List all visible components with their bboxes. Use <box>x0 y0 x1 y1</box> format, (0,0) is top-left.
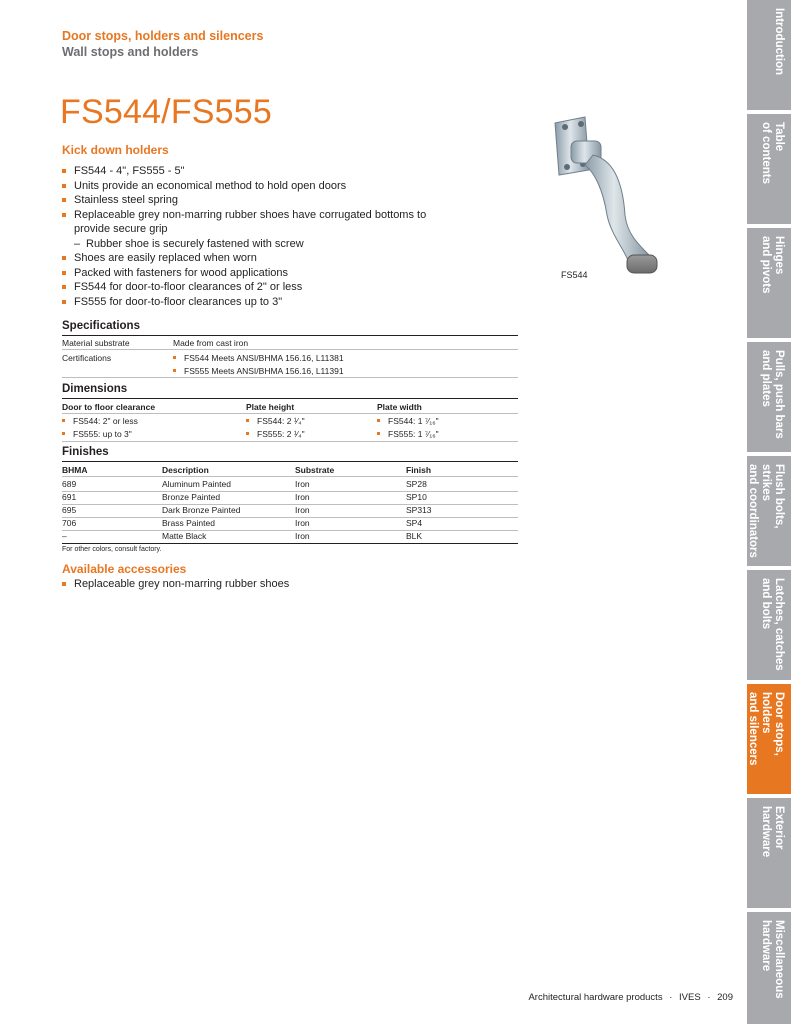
finishes-heading: Finishes <box>62 446 109 458</box>
bullet-icon <box>377 432 380 435</box>
divider <box>62 349 518 350</box>
side-tab-label: Introduction <box>773 8 785 76</box>
divider <box>62 461 518 462</box>
dim-col-plate-width: Plate width <box>377 402 422 412</box>
dim-col-plate-height: Plate height <box>246 402 295 412</box>
bullet-icon <box>62 213 66 217</box>
side-tab-flush-bolts[interactable] <box>747 456 791 570</box>
side-tab-label: Latches, catches and bolts <box>760 578 785 671</box>
bullet-icon <box>62 184 66 188</box>
spec-value-material: Made from cast iron <box>173 338 249 348</box>
dim-col-clearance: Door to floor clearance <box>62 402 156 412</box>
divider <box>62 543 518 544</box>
bullet-icon <box>62 256 66 260</box>
side-tab-door-stops[interactable] <box>747 684 791 798</box>
list-item: Replaceable grey non-marring rubber shoes have corrugated bottoms to provide secure grip <box>62 208 454 237</box>
product-subtitle: Kick down holders <box>62 143 169 157</box>
breadcrumb-category: Door stops, holders and silencers <box>62 29 264 43</box>
side-tab-label: Door stops, holders and silencers <box>747 692 785 766</box>
table-row: 691 Bronze Painted Iron SP10 <box>62 492 427 502</box>
bullet-icon <box>62 582 66 586</box>
list-item: Replaceable grey non-marring rubber shoes <box>62 577 462 592</box>
page-number: 209 <box>717 992 733 1003</box>
divider <box>62 476 518 477</box>
bullet-icon <box>62 419 65 422</box>
table-row: 689 Aluminum Painted Iron SP28 <box>62 479 427 489</box>
image-caption: FS544 <box>561 270 588 280</box>
divider <box>62 413 518 414</box>
divider <box>62 517 518 518</box>
side-tab-latches[interactable] <box>747 570 791 684</box>
list-subitem: – Rubber shoe is securely fastened with screw <box>74 237 304 250</box>
side-tab-label: Table of contents <box>760 122 785 184</box>
list-item: FS555 for door-to-floor clearances up to 3" <box>62 295 462 310</box>
list-item: Shoes are easily replaced when worn <box>62 251 462 266</box>
side-tab-label: Pulls, push bars and plates <box>760 350 785 439</box>
footer-separator: · <box>669 992 673 1003</box>
footer-text: Architectural hardware products <box>528 992 663 1003</box>
list-item: Packed with fasteners for wood applications <box>62 266 462 281</box>
product-image-kickdown-holder <box>545 115 665 280</box>
page-title: FS544/FS555 <box>60 93 272 131</box>
divider <box>62 335 518 336</box>
table-row: – Matte Black Iron BLK <box>62 531 423 541</box>
spec-value-cert-1: FS544 Meets ANSI/BHMA 156.16, L11381 <box>173 353 344 363</box>
accessories-heading: Available accessories <box>62 562 187 576</box>
dim-cell: FS555: up to 3" <box>62 429 132 439</box>
specifications-heading: Specifications <box>62 320 140 332</box>
dim-cell: FS544: 2" or less <box>62 416 138 426</box>
list-item: Units provide an economical method to hold open doors <box>62 179 462 194</box>
dim-cell: FS555: 2 ¹⁄₄" <box>246 429 305 439</box>
list-item: Stainless steel spring <box>62 193 462 208</box>
bullet-icon <box>62 300 66 304</box>
bullet-icon <box>246 419 249 422</box>
side-tab-introduction[interactable] <box>747 0 791 114</box>
bullet-icon <box>62 198 66 202</box>
spec-label-material: Material substrate <box>62 338 130 348</box>
side-tab-miscellaneous[interactable] <box>747 912 791 1024</box>
dim-cell: FS555: 1 ⁷⁄₁₆" <box>377 429 439 439</box>
footer-brand: IVES <box>679 992 701 1003</box>
side-tab-label: Exterior hardware <box>760 806 785 858</box>
table-row: 695 Dark Bronze Painted Iron SP313 <box>62 505 432 515</box>
bullet-icon <box>173 356 176 359</box>
finish-col-description: Description <box>162 465 209 475</box>
divider <box>62 441 518 442</box>
side-tab-table-of-contents[interactable] <box>747 114 791 228</box>
finish-col-finish: Finish <box>406 465 432 475</box>
table-row: 706 Brass Painted Iron SP4 <box>62 518 423 528</box>
bullet-icon <box>62 271 66 275</box>
side-tab-exterior[interactable] <box>747 798 791 912</box>
page-footer <box>528 992 733 1003</box>
divider <box>62 377 518 378</box>
list-item: FS544 for door-to-floor clearances of 2" or less <box>62 280 462 295</box>
breadcrumb-subcategory: Wall stops and holders <box>62 45 199 59</box>
bullet-icon <box>62 285 66 289</box>
side-tab-label: Flush bolts, strikes and coordinators <box>747 464 785 558</box>
footer-separator: · <box>707 992 711 1003</box>
divider <box>62 530 518 531</box>
dim-cell: FS544: 2 ¹⁄₄" <box>246 416 305 426</box>
finish-col-substrate: Substrate <box>295 465 335 475</box>
divider <box>62 504 518 505</box>
spec-label-certifications: Certifications <box>62 353 112 363</box>
side-tab-label: Miscellaneous hardware <box>760 920 785 999</box>
side-tab-hinges[interactable] <box>747 228 791 342</box>
accessories-list <box>62 577 462 592</box>
list-item: FS544 - 4", FS555 - 5" <box>62 164 462 179</box>
finish-col-bhma: BHMA <box>62 465 88 475</box>
spec-value-cert-2: FS555 Meets ANSI/BHMA 156.16, L11391 <box>173 366 344 376</box>
side-tab-pulls[interactable] <box>747 342 791 456</box>
bullet-icon <box>62 169 66 173</box>
bullet-icon <box>377 419 380 422</box>
finish-table <box>62 478 518 543</box>
finishes-note: For other colors, consult factory. <box>62 546 162 553</box>
bullet-icon <box>62 432 65 435</box>
dim-cell: FS544: 1 ⁷⁄₁₆" <box>377 416 439 426</box>
divider <box>62 491 518 492</box>
divider <box>62 398 518 399</box>
feature-list <box>62 164 462 309</box>
bullet-icon <box>246 432 249 435</box>
dimensions-heading: Dimensions <box>62 383 128 395</box>
bullet-icon <box>173 369 176 372</box>
side-tab-label: Hinges and pivots <box>760 236 785 294</box>
